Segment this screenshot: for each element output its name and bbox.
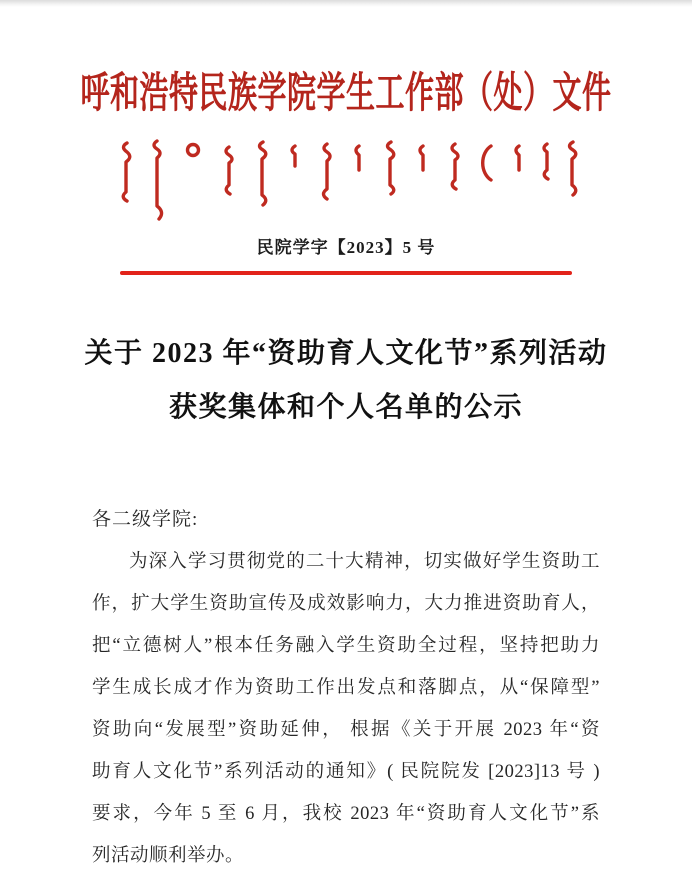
document-number: 民院学字【2023】5 号 [256, 238, 436, 257]
body-line: 把“立德树人”根本任务融入学生资助全过程，坚持把助力 [92, 636, 600, 656]
mongolian-script-icon [103, 133, 589, 226]
body-line: 学生成长成才作为资助工作出发点和落脚点，从“保障型” [92, 678, 600, 698]
document-title-line-2: 获奖集体和个人名单的公示 [168, 392, 523, 423]
body-line: 列活动顺利举办。 [92, 846, 245, 866]
body-section [92, 499, 600, 869]
document-title-line-1: 关于 2023 年“资助育人文化节”系列活动 [84, 338, 608, 369]
document-title [0, 327, 692, 435]
body-paragraph [92, 541, 600, 869]
body-line: 资助向“发展型”资助延伸， 根据《关于开展 2023 年“资 [92, 720, 600, 740]
scan-edge-shadow [0, 0, 692, 7]
body-line: 要求，今年 5 至 6 月，我校 2023 年“资助育人文化节”系 [92, 804, 600, 824]
red-header-title: 呼和浩特民族学院学生工作部（处）文件 [80, 70, 612, 118]
body-line: 为深入学习贯彻党的二十大精神，切实做好学生资助工 [129, 552, 600, 572]
red-divider-rule [120, 271, 572, 275]
salutation: 各二级学院: [92, 509, 199, 530]
body-line: 作，扩大学生资助宣传及成效影响力，大力推进资助育人， [92, 594, 600, 614]
body-line: 助育人文化节”系列活动的通知》( 民院院发 [2023]13 号 ) [92, 762, 600, 782]
